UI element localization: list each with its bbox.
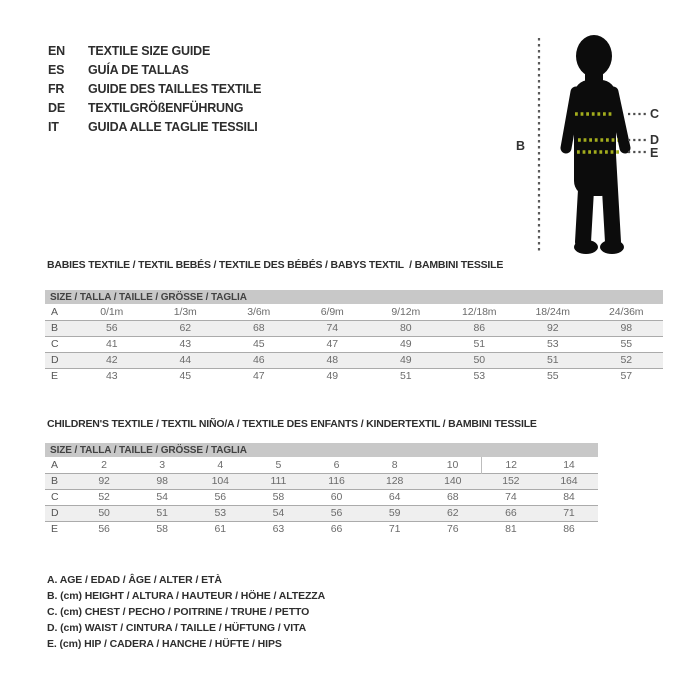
legend-line-waist: D. (cm) WAIST / CINTURA / TAILLE / HÜFTUNG / VITA: [47, 622, 307, 634]
legend-line-height: B. (cm) HEIGHT / ALTURA / HAUTEUR / HÖHE / ALTEZZA: [47, 590, 326, 602]
value-cell: 48: [326, 354, 338, 366]
value-cell: 51: [473, 338, 485, 350]
value-cell: 56: [98, 523, 110, 536]
value-cell: 41: [106, 338, 118, 350]
value-cell: 45: [253, 338, 265, 350]
row-label: C: [51, 338, 59, 350]
value-cell: 128: [385, 475, 404, 487]
value-cell: 0/1m: [100, 305, 124, 318]
row-label: D: [51, 507, 59, 519]
value-cell: 66: [330, 523, 343, 536]
value-cell: 92: [98, 475, 110, 487]
value-cell: 54: [156, 491, 168, 503]
value-cell: 24/36m: [609, 305, 644, 318]
value-cell: 84: [563, 491, 575, 503]
row-label: A: [51, 458, 58, 471]
value-cell: 57: [620, 370, 632, 383]
size-header-row: [45, 290, 663, 304]
value-cell: 49: [400, 338, 412, 350]
language-list: [48, 42, 261, 137]
language-row-fr: [48, 80, 261, 99]
row-label: B: [51, 322, 58, 334]
value-cell: 80: [400, 322, 412, 334]
figure-label-chest: C: [650, 107, 660, 121]
figure-label-height: B: [516, 139, 526, 153]
measurement-legend: [47, 572, 325, 652]
value-cell: 47: [253, 370, 265, 383]
value-cell: 50: [98, 507, 110, 519]
size-header-label: SIZE / TALLA / TAILLE / GRÖSSE / TAGLIA: [45, 443, 598, 457]
value-cell: 6/9m: [320, 305, 344, 318]
value-cell: 52: [620, 354, 632, 366]
value-cell: 12/18m: [462, 305, 497, 318]
value-cell: 43: [106, 370, 118, 383]
value-cell: 52: [98, 491, 110, 503]
table-row-a: [45, 304, 663, 320]
value-cell: 92: [547, 322, 559, 334]
value-cell: 8: [391, 458, 398, 471]
language-title: TEXTILE SIZE GUIDE: [88, 44, 211, 58]
value-cell: 58: [156, 523, 168, 536]
table-row-b: [45, 473, 598, 489]
value-cell: 68: [253, 322, 265, 334]
language-row-de: [48, 99, 261, 118]
language-row-it: [48, 118, 261, 137]
value-cell: 104: [211, 475, 229, 487]
value-cell: 18/24m: [535, 305, 570, 318]
row-label: B: [51, 475, 58, 487]
value-cell: 42: [106, 354, 118, 366]
row-label: C: [51, 491, 59, 503]
value-cell: 111: [270, 475, 287, 487]
language-row-es: [48, 61, 261, 80]
value-cell: 47: [326, 338, 338, 350]
value-cell: 3: [159, 458, 166, 471]
value-cell: 53: [473, 370, 485, 383]
legend-line-hip: E. (cm) HIP / CADERA / HANCHE / HÜFTE / HIPS: [47, 638, 282, 650]
table-row-d: [45, 505, 598, 521]
language-code: EN: [48, 44, 65, 58]
value-cell: 56: [106, 322, 118, 334]
value-cell: 164: [560, 475, 578, 487]
value-cell: 64: [388, 491, 401, 503]
language-code: ES: [48, 63, 65, 77]
value-cell: 58: [272, 491, 285, 503]
value-cell: 61: [214, 523, 227, 536]
value-cell: 86: [563, 523, 575, 536]
value-cell: 56: [330, 507, 343, 519]
value-cell: 14: [563, 458, 575, 471]
table-row-a: [45, 457, 598, 473]
legend-line-age: A. AGE / EDAD / ÂGE / ALTER / ETÀ: [47, 574, 222, 586]
value-cell: 86: [473, 322, 485, 334]
size-header-row: [45, 443, 598, 457]
value-cell: 74: [326, 322, 338, 334]
language-title: GUIDA ALLE TAGLIE TESSILI: [88, 120, 258, 134]
value-cell: 45: [179, 370, 191, 383]
value-cell: 76: [446, 523, 459, 536]
size-header-label: SIZE / TALLA / TAILLE / GRÖSSE / TAGLIA: [45, 290, 663, 304]
value-cell: 59: [388, 507, 401, 519]
language-title: TEXTILGRÖßENFÜHRUNG: [88, 101, 244, 115]
value-cell: 10: [446, 458, 459, 471]
value-cell: 3/6m: [247, 305, 271, 318]
value-cell: 43: [179, 338, 191, 350]
value-cell: 51: [156, 507, 168, 519]
value-cell: 98: [620, 322, 632, 334]
figure-label-hip: E: [650, 146, 659, 160]
language-code: IT: [48, 120, 59, 134]
language-title: GUIDE DES TAILLES TEXTILE: [88, 82, 262, 96]
value-cell: 44: [179, 354, 191, 366]
row-label: E: [51, 370, 58, 383]
children-table-title: CHILDREN'S TEXTILE / TEXTIL NIÑO/A / TEXTILE DES ENFANTS / KINDERTEXTIL / BAMBINI TESSILE: [47, 418, 537, 430]
row-label: E: [51, 523, 58, 536]
figure-label-waist: D: [650, 133, 660, 147]
value-cell: 50: [473, 354, 485, 366]
value-cell: 51: [547, 354, 559, 366]
value-cell: 51: [400, 370, 412, 383]
row-label: D: [51, 354, 59, 366]
value-cell: 2: [101, 458, 107, 471]
legend-line-chest: C. (cm) CHEST / PECHO / POITRINE / TRUHE / PETTO: [47, 606, 310, 618]
babies-table-title: BABIES TEXTILE / TEXTIL BEBÉS / TEXTILE DES BÉBÉS / BABYS TEXTIL / BAMBINI TESSILE: [47, 259, 504, 271]
value-cell: 53: [547, 338, 559, 350]
value-cell: 68: [446, 491, 459, 503]
table-row-b: [45, 320, 663, 336]
babies-size-table: [45, 290, 663, 384]
language-code: FR: [48, 82, 65, 96]
value-cell: 49: [400, 354, 412, 366]
value-cell: 81: [505, 523, 517, 536]
table-row-c: [45, 336, 663, 352]
language-row-en: [48, 42, 261, 61]
value-cell: 49: [326, 370, 338, 383]
value-cell: 12: [482, 457, 540, 473]
value-cell: 74: [505, 491, 517, 503]
language-code: DE: [48, 101, 65, 115]
value-cell: 63: [272, 523, 285, 536]
value-cell: 5: [275, 458, 282, 471]
child-measurement-figure: [500, 28, 675, 263]
value-cell: 53: [214, 507, 227, 519]
child-silhouette-icon: [566, 35, 625, 254]
value-cell: 54: [272, 507, 285, 519]
value-cell: 62: [179, 322, 191, 334]
value-cell: 71: [563, 507, 575, 519]
value-cell: 140: [444, 475, 462, 487]
value-cell: 4: [217, 458, 224, 471]
value-cell: 55: [547, 370, 559, 383]
table-row-d: [45, 352, 663, 368]
value-cell: 55: [620, 338, 632, 350]
table-row-e: [45, 521, 598, 537]
row-label: A: [51, 305, 58, 318]
value-cell: 66: [505, 507, 517, 519]
value-cell: 60: [330, 491, 343, 503]
language-title: GUÍA DE TALLAS: [88, 63, 189, 77]
value-cell: 62: [446, 507, 459, 519]
value-cell: 6: [333, 458, 340, 471]
table-row-c: [45, 489, 598, 505]
value-cell: 46: [253, 354, 265, 366]
children-size-table: [45, 443, 598, 537]
value-cell: 9/12m: [391, 305, 421, 318]
value-cell: 56: [214, 491, 227, 503]
table-row-e: [45, 368, 663, 384]
value-cell: 1/3m: [173, 305, 197, 318]
value-cell: 71: [388, 523, 401, 536]
value-cell: 116: [328, 475, 345, 487]
value-cell: 152: [502, 475, 520, 487]
value-cell: 98: [156, 475, 168, 487]
